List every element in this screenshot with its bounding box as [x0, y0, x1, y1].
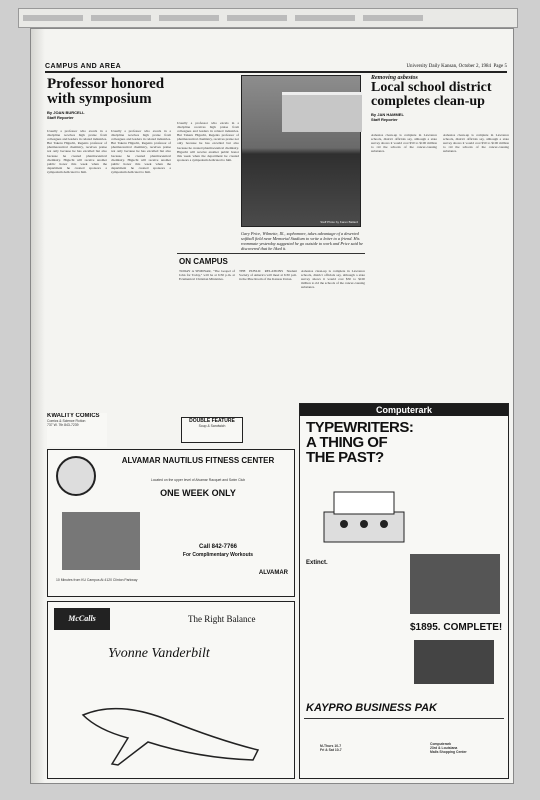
mccalls-shoe-ad: McCalls The Right Balance Yvonne Vanderbilt: [47, 601, 295, 779]
kaypro-printer-photo: [414, 640, 494, 684]
story-professor-col3: Usually a professor who excels in a discipline receives high praise from colleagues and leaders in related industries. But Takeru Higuchi, Regents professor of pharmaceutical chemistry, receives praise not only because he has excelled but also because he created pharmaceutical chemistry. Higuchi will receive another public honor this week when the department he created sponsors a symposium dedicated to him.: [177, 121, 239, 162]
computerark-copy: [306, 568, 402, 648]
kicker-asbestos: Removing asbestos: [371, 75, 418, 81]
high-heel-shoe-drawing: [78, 680, 268, 770]
newspaper-page: [30, 28, 514, 784]
section-label: CAMPUS AND AREA: [45, 63, 122, 70]
alvamar-fitness-ad: ALVAMAR NAUTILUS FITNESS CENTER Located on the upper level of Alvamar Racquet and Swim Club ONE WEEK ONLY Call 842-7766 For Complimentary Workouts 10 Minutes from KU Campus At 4120 Clinton Parkway ALVAMAR: [47, 449, 295, 597]
issue-line: University Daily Kansan, October 2, 1984 Page 5: [406, 64, 507, 69]
mccalls-logo: McCalls: [54, 608, 110, 630]
photo-caption: Gary Price, Wilmette, Ill., sophomore, takes advantage of a deserted softball field near Memorial Stadium to write a letter to a friend. His roommate yesterday suggested he go outside to work and Price said he discovered that he liked it.: [241, 231, 364, 251]
story-asbestos-col2: Asbestos clean-up is complete in Lawrence schools, district officials say, although a state survey shows it would cost $50 to $100 million to rid the schools of the cancer-causing substance.: [443, 133, 509, 154]
typewriters-headline: TYPEWRITERS: A THING OF THE PAST?: [306, 419, 414, 466]
byline-professor: By JOAN BURCELL Staff Reporter: [47, 110, 85, 120]
on-campus-item-1: TODAY A SEMINAR, "The Gospel of John for Today," will be at 6:30 p.m. at Ecumenical Christian Ministries.: [179, 269, 235, 282]
computerark-rule: [304, 718, 504, 719]
softball-photo: [241, 75, 361, 227]
computerark-ad: Computerark TYPEWRITERS: A THING OF THE PAST? Extinct. $1895. COMPLETE! KAYPRO BUSINESS PAK M-Thurs 10-7 Fri & Sat 10-7 Computerark 23rd & Louisiana Malls Shopping Center: [299, 403, 509, 779]
computerark-banner: Computerark: [300, 404, 508, 416]
photo-credit: Staff Photo by Karen Ballard: [320, 220, 358, 224]
story-asbestos-col3: Asbestos clean-up is complete in Lawrence schools, district officials say, although a state survey shows it would cost $50 to $100 million to rid the schools of the cancer-causing substance.: [301, 269, 365, 290]
on-campus-rule: [177, 253, 365, 254]
on-campus-title: ON CAMPUS: [179, 257, 228, 266]
story-professor-col2: Usually a professor who excels in a discipline receives high praise from colleagues and leaders in related industries. But Takeru Higuchi, Regents professor of pharmaceutical chemistry, receives praise not only because he has excelled but also because he created pharmaceutical chemistry. Higuchi will receive another public honor this week when the department he created sponsors a symposium dedicated to him.: [111, 129, 171, 174]
double-feature-ad: DOUBLE FEATURE Soup & Sandwich: [181, 417, 243, 443]
kwality-comics-ad: KWALITY COMICS Comics & Science Fiction 737 W. 7th 843-7239: [47, 413, 107, 447]
story-asbestos-col1: Asbestos clean-up is complete in Lawrence schools, district officials say, although a state survey shows it would cost $50 to $100 million to rid the schools of the cancer-causing substance.: [371, 133, 437, 154]
kaypro-business-pak: KAYPRO BUSINESS PAK: [306, 702, 438, 714]
store-address: Computerark 23rd & Louisiana Malls Shopping Center: [430, 742, 467, 754]
weightlifter-illustration: [62, 512, 140, 570]
story-professor-col1: Usually a professor who excels in a discipline receives high praise from colleagues and leaders in related industries. But Takeru Higuchi, Regents professor of pharmaceutical chemistry, receives praise not only because he has excelled but also because he created pharmaceutical chemistry. Higuchi will receive another public honor this week when the department he created sponsors a symposium dedicated to him.: [47, 129, 107, 174]
kaypro-computer-photo: [410, 554, 500, 614]
headline-asbestos: Local school district completes clean-up: [371, 80, 492, 109]
headline-professor: Professor honored with symposium: [47, 76, 165, 107]
price: $1895. COMPLETE!: [410, 622, 503, 633]
store-hours: M-Thurs 10-7 Fri & Sat 10-7: [320, 744, 342, 752]
page-fold-shadow: [31, 29, 45, 784]
nautilus-shell-icon: [56, 456, 96, 496]
byline-asbestos: By JAN HAMMEL Staff Reporter: [371, 112, 404, 122]
story-asbestos: [371, 75, 511, 125]
masthead-ribbon: [45, 63, 507, 73]
photo-building: [282, 92, 362, 132]
story-professor: [47, 77, 181, 123]
underlying-page-edge: [18, 8, 518, 28]
signature: Yvonne Vanderbilt: [108, 646, 210, 661]
on-campus-item-2: THE PUBLIC RELATIONS Student Society of America will meet at 6:30 p.m. in the Pine Room of the Kansas Union.: [239, 269, 297, 282]
typewriter-illustration: [314, 472, 424, 552]
